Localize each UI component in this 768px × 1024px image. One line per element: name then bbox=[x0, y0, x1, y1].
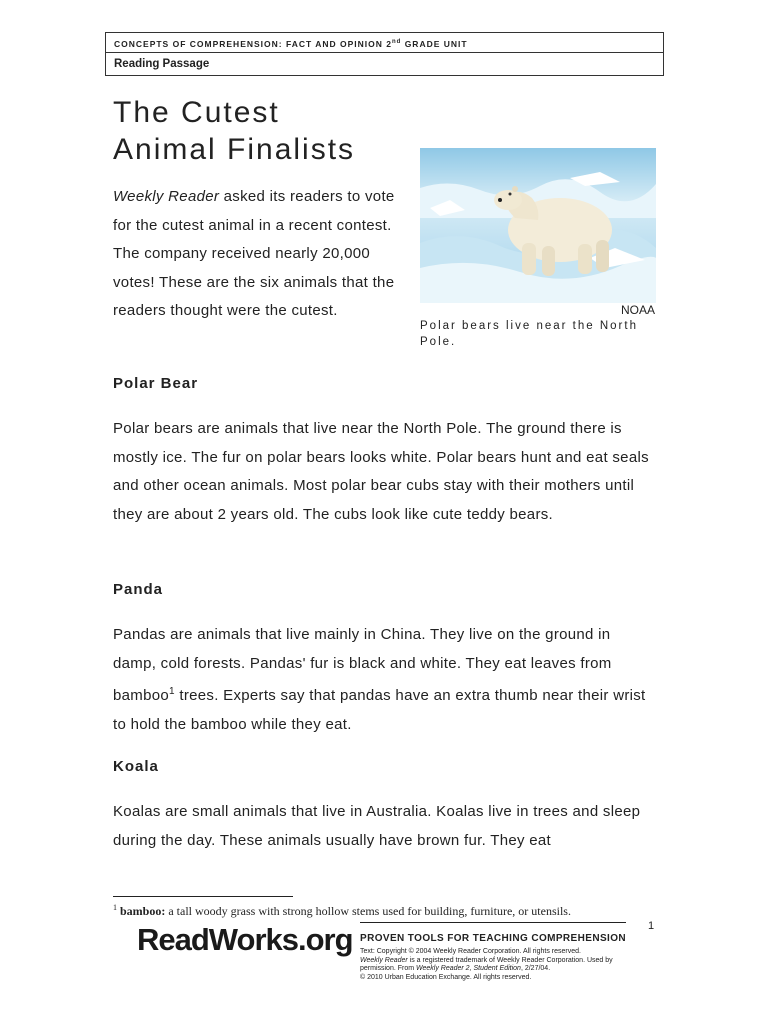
section-koala bbox=[113, 758, 653, 855]
photo-credit: NOAA bbox=[620, 303, 655, 317]
unit-title: CONCEPTS OF COMPREHENSION: FACT AND OPINION 2nd GRADE UNIT bbox=[106, 33, 663, 53]
copyright-notice: Text: Copyright © 2004 Weekly Reader Corporation. All rights reserved. Weekly Reader is a registered trademark of Weekly Reader Corporation. Used by permission. From Weekly Reader 2, Student Edition, 2/27/04. © 2010 Urban Education Exchange. All rights reserved. bbox=[360, 948, 613, 981]
section-label: Reading Passage bbox=[114, 58, 210, 70]
section-paragraph: Koalas are small animals that live in Australia. Koalas live in trees and sleep during the day. These animals usually have brown fur. They eat bbox=[113, 803, 641, 849]
section-polar-bear bbox=[113, 375, 653, 529]
footer-divider bbox=[360, 922, 626, 923]
footer-tagline: PROVEN TOOLS FOR TEACHING COMPREHENSION bbox=[360, 933, 626, 944]
section-paragraph: Polar bears are animals that live near the North Pole. The ground there is mostly ice. The fur on polar bears looks white. Polar bears hunt and eat seals and other ocean animals. Most polar bear cubs stay with their mothers until they are about 2 years old. The cubs look like cute teddy bears. bbox=[113, 420, 649, 523]
footnote: $^1$ bamboo: a tall woody grass with strong hollow stems used for building, furniture, or utensils. bbox=[113, 903, 571, 918]
footnote-ref: 1 bbox=[169, 686, 175, 697]
section-heading: Koala bbox=[113, 758, 159, 775]
page-title: The Cutest Animal Finalists bbox=[113, 96, 356, 166]
footnote-divider bbox=[113, 896, 293, 897]
polar-bear-photo bbox=[420, 148, 656, 303]
polar-bear-illustration bbox=[420, 148, 656, 303]
section-paragraph: Pandas are animals that live mainly in China. They live on the ground in damp, cold forests. Pandas' fur is black and white. They eat leaves from bamboo$^1$ trees. Experts say that pandas have an extra thumb near their wrist to hold the bamboo while they eat. bbox=[113, 626, 646, 733]
photo-caption: Polar bears live near the North Pole. bbox=[420, 320, 638, 348]
section-heading: Panda bbox=[113, 581, 164, 598]
intro-paragraph: Weekly Reader asked its readers to vote for the cutest animal in a recent contest. The company received nearly 20,000 votes! These are the six animals that the readers thought were the cutest. bbox=[113, 188, 395, 319]
page-number: 1 bbox=[648, 920, 655, 932]
section-heading: Polar Bear bbox=[113, 375, 199, 392]
readworks-logo: ReadWorks.org bbox=[137, 922, 353, 957]
page-header bbox=[105, 32, 664, 76]
section-panda bbox=[113, 581, 653, 739]
